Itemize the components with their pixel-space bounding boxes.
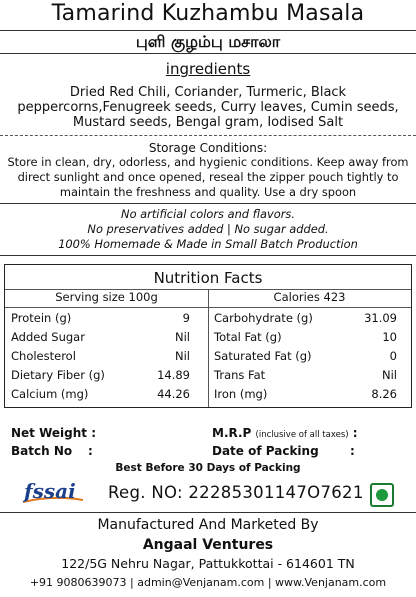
nutrient-value: 8.26 (371, 387, 397, 401)
claim-line: 100% Homemade & Made in Small Batch Production (58, 237, 358, 251)
net-weight-label: Net Weight : (11, 426, 97, 440)
nutrient-label: Added Sugar (11, 330, 85, 344)
mrp-note: (inclusive of all taxes) (255, 430, 349, 440)
divider (0, 135, 416, 136)
storage-text: Store in clean, dry, odorless, and hygienic conditions. Keep away from direct sunlight and once opened, reseal the zipper pouch tightly to maintain the freshness and quality. Use a dry spoon (7, 155, 409, 199)
nutrient-label: Saturated Fat (g) (214, 349, 312, 363)
storage-heading: Storage Conditions: (148, 141, 268, 155)
nutrition-facts-table (4, 264, 412, 408)
nutrient-value: 0 (389, 349, 397, 363)
nutrient-value: 31.09 (364, 311, 397, 325)
divider (0, 30, 416, 31)
best-before-note: Best Before 30 Days of Packing (115, 462, 301, 474)
nutrient-value: Nil (175, 349, 190, 363)
manufacturer-address: 122/5G Nehru Nagar, Pattukkottai - 614601 TN (61, 556, 355, 571)
nutrition-title: Nutrition Facts (153, 269, 263, 287)
manufacturer-heading: Manufactured And Marketed By (97, 517, 319, 533)
veg-dot-icon (376, 489, 388, 501)
claim-line: No preservatives added | No sugar added. (87, 222, 329, 236)
nutrient-label: Carbohydrate (g) (214, 311, 313, 325)
nutrient-label: Calcium (mg) (11, 387, 89, 401)
mrp-colon: : (352, 426, 358, 440)
claim-line: No artificial colors and flavors. (121, 207, 295, 221)
calories: Calories 423 (273, 290, 346, 304)
fssai-reg-number: Reg. NO: 22285301147O7621 (108, 483, 364, 502)
mrp-label (212, 426, 358, 440)
contact-line: +91 9080639073 | admin@Venjanam.com | www.Venjanam.com (29, 576, 387, 589)
veg-mark-icon (370, 483, 394, 507)
nutrient-label: Cholesterol (11, 349, 76, 363)
product-claims (0, 207, 416, 252)
table-rule (5, 307, 411, 308)
divider (0, 203, 416, 204)
fssai-logo-text: fssai (24, 480, 76, 503)
divider (0, 512, 416, 513)
fssai-logo (20, 480, 86, 508)
nutrient-label: Trans Fat (214, 368, 266, 382)
divider (0, 53, 416, 54)
product-title-tamil: புளி குழம்பு மசாலா (135, 32, 281, 51)
nutrient-label: Dietary Fiber (g) (11, 368, 105, 382)
divider (0, 255, 416, 256)
nutrient-value: 9 (182, 311, 190, 325)
date-of-packing-colon: : (350, 444, 355, 458)
batch-no-label: Batch No (11, 444, 73, 458)
serving-size: Serving size 100g (55, 290, 158, 304)
date-of-packing-label: Date of Packing (212, 444, 319, 458)
nutrient-label: Protein (g) (11, 311, 72, 325)
nutrient-value: 10 (382, 330, 397, 344)
nutrient-label: Total Fat (g) (214, 330, 282, 344)
batch-no-colon: : (88, 444, 93, 458)
mrp-text: M.R.P (212, 426, 252, 440)
nutrient-value: 14.89 (157, 368, 190, 382)
nutrient-label: Iron (mg) (214, 387, 268, 401)
ingredients-text: Dried Red Chili, Coriander, Turmeric, Black peppercorns,Fenugreek seeds, Curry leaves, Cumin seeds, Mustard seeds, Bengal gram, Iodised Salt (17, 85, 399, 130)
nutrient-value: 44.26 (157, 387, 190, 401)
product-title: Tamarind Kuzhambu Masala (51, 1, 365, 26)
nutrient-value: Nil (382, 368, 397, 382)
manufacturer-name: Angaal Ventures (142, 537, 274, 553)
ingredients-heading: ingredients (165, 60, 251, 78)
nutrient-value: Nil (175, 330, 190, 344)
